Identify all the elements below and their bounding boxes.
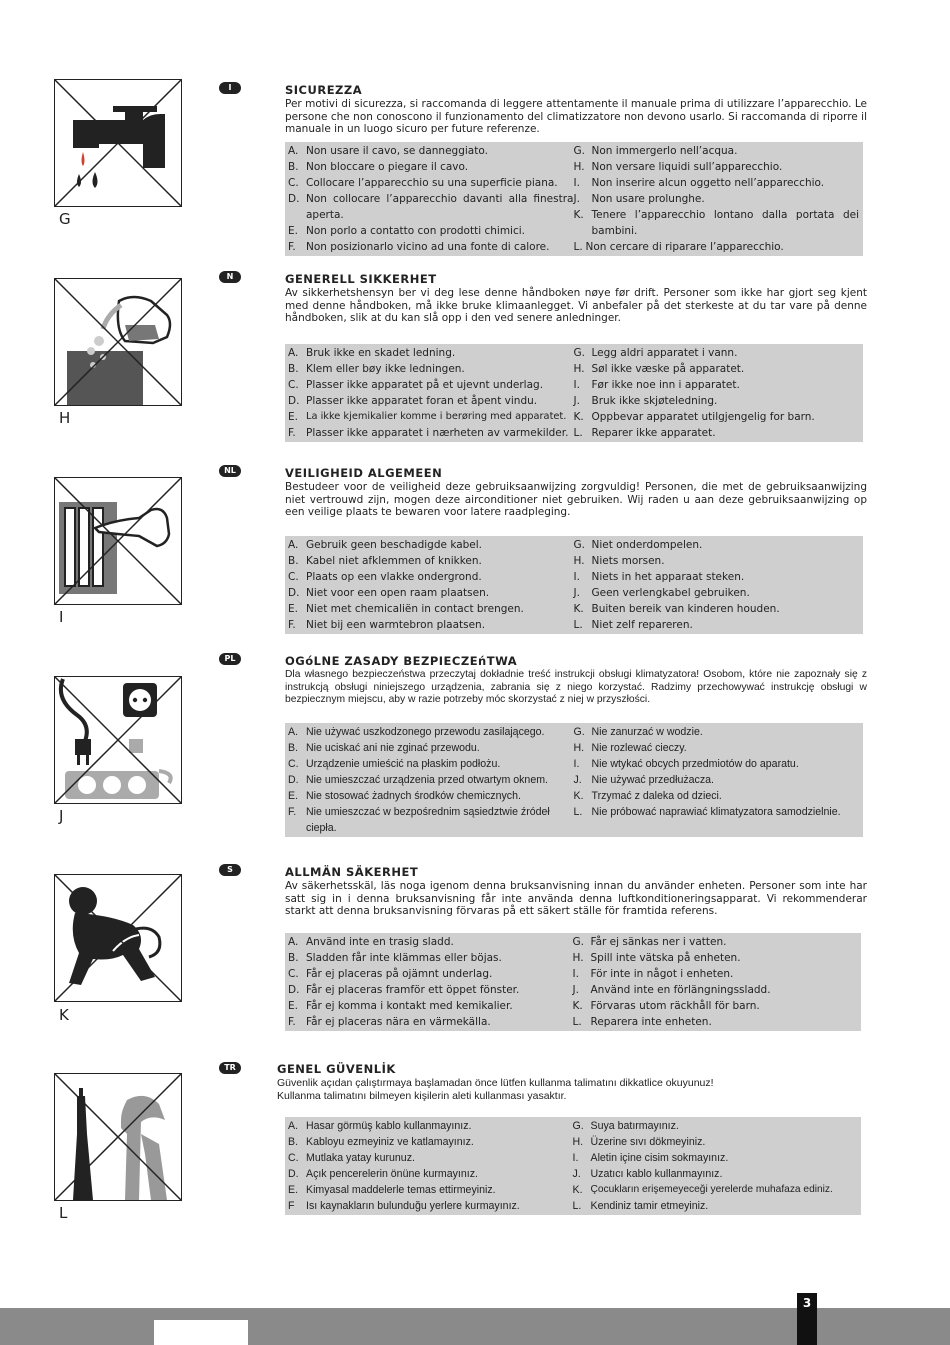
list-item: A. Hasar görmüş kablo kullanmayınız. [288, 1120, 472, 1132]
list-item: L. Kendiniz tamir etmeyiniz. [572, 1200, 709, 1212]
section-intro: Av sikkerhetshensyn ber vi deg lese denne håndboken nøye før drift. Personer som ikke har gjort seg kjent med denne håndboken, må ikke bruke klimaanlegget. Vi anbefaler på det sterkeste at du tar vare på denne håndboken, slik at du kan slå opp i den ved senere anledninger. [285, 287, 867, 324]
section-intro: Av säkerhetsskäl, läs noga igenom denna bruksanvisning innan du använder enheten. Personer som inte har satt sig in i denna bruksanvisning får inte använda denna luftkonditioneringsapparat. Vi rekommenderar starkt att denna bruksanvisning förvaras på ett säkert ställe för framtida referens. [285, 880, 867, 917]
list-item: G. Niet onderdompelen. [573, 539, 703, 551]
list-item: K. Tenere l’apparecchio lontano dalla portata dei bambini. [573, 209, 859, 237]
section-italian [285, 83, 867, 136]
rules-box [285, 723, 863, 837]
list-item: F Isı kaynakların bulunduğu yerlere kurmayınız. [288, 1200, 520, 1212]
list-item: H. Søl ikke væske på apparatet. [573, 363, 745, 375]
list-item: C. Urządzenie umieścić na płaskim podłożu. [288, 758, 501, 770]
rules-right-column [574, 537, 860, 633]
section-intro: Güvenlik açıdan çalıştırmaya başlamadan önce lütfen kullanma talimatını dikkatlice okuyunuz! Kullanma talimatını bilmeyen kişilerin aleti kullanması yasaktır. [277, 1077, 714, 1102]
list-item: I. Aletin içine cisim sokmayınız. [572, 1152, 729, 1164]
rules-left-column [288, 345, 574, 441]
icon-box-i [54, 477, 182, 605]
list-item: J. Använd inte en förlängningssladd. [572, 984, 771, 996]
page-number: 3 [797, 1293, 817, 1345]
list-item: B. Kabel niet afklemmen of knikken. [288, 555, 482, 567]
rules-box [285, 933, 861, 1031]
extension-cord-icon [55, 677, 181, 803]
rules-box [285, 142, 863, 256]
section-turkish [277, 1062, 859, 1102]
figure-letter: H [59, 409, 71, 427]
list-item: B. Klem eller bøy ikke ledningen. [288, 363, 465, 375]
icon-box-j [54, 676, 182, 804]
rules-right-column [574, 345, 860, 441]
section-polish [285, 654, 867, 707]
list-item: F. Plasser ikke apparatet i nærheten av varmekilder. [288, 427, 569, 439]
list-item: F. Niet bij een warmtebron plaatsen. [288, 619, 486, 631]
list-item: J. Non usare prolunghe. [573, 193, 705, 205]
section-swedish [285, 865, 867, 918]
list-item: L. Non cercare di riparare l’apparecchio. [573, 241, 784, 253]
list-item: F. Får ej placeras nära en värmekälla. [288, 1016, 491, 1028]
icon-box-g [54, 79, 182, 207]
section-title: VEILIGHEID ALGEMEEN [285, 466, 443, 480]
rules-right-column [573, 1118, 858, 1214]
rules-right-column [574, 143, 860, 255]
language-badge: N [219, 271, 241, 283]
list-item: G. Legg aldri apparatet i vann. [573, 347, 738, 359]
list-item: F. Non posizionarlo vicino ad una fonte di calore. [288, 241, 550, 253]
list-item: B. Non bloccare o piegare il cavo. [288, 161, 469, 173]
list-item: C. Collocare l’apparecchio su una superficie piana. [288, 177, 558, 189]
language-badge: NL [219, 465, 241, 477]
footer-label-box [154, 1320, 248, 1345]
language-badge: I [219, 82, 241, 94]
rules-box [285, 344, 863, 442]
repair-tools-icon [55, 1074, 181, 1200]
list-item: A. Non usare il cavo, se danneggiato. [288, 145, 488, 157]
figure-letter: L [59, 1204, 68, 1222]
list-item: G. Får ej sänkas ner i vatten. [572, 936, 727, 948]
figure-letter: K [59, 1006, 69, 1024]
figure-letter: I [59, 608, 64, 626]
list-item: I. Før ikke noe inn i apparatet. [573, 379, 740, 391]
list-item: D. Niet voor een open raam plaatsen. [288, 587, 490, 599]
list-item: H. Nie rozlewać cieczy. [573, 742, 687, 754]
language-badge: PL [219, 653, 241, 665]
list-item: F. Nie umieszczać w bezpośrednim sąsiedztwie źródeł ciepła. [288, 806, 550, 834]
list-item: K. Oppbevar apparatet utilgjengelig for barn. [573, 411, 815, 423]
list-item: I. För inte in något i enheten. [572, 968, 734, 980]
rules-left-column [288, 934, 573, 1030]
list-item: D. Får ej placeras framför ett öppet fönster. [288, 984, 520, 996]
list-item: G. Non immergerlo nell’acqua. [573, 145, 738, 157]
list-item: L. Niet zelf repareren. [573, 619, 693, 631]
section-title: GENERELL SIKKERHET [285, 272, 437, 286]
section-title: GENEL GÜVENLİK [277, 1062, 396, 1076]
rules-left-column [288, 537, 574, 633]
icon-box-k [54, 874, 182, 1002]
list-item: A. Bruk ikke en skadet ledning. [288, 347, 456, 359]
list-item: D. Nie umieszczać urządzenia przed otwartym oknem. [288, 774, 548, 786]
list-item: K. Förvaras utom räckhåll för barn. [572, 1000, 760, 1012]
list-item: G. Suya batırmayınız. [572, 1120, 679, 1132]
list-item: J. Geen verlengkabel gebruiken. [573, 587, 750, 599]
rules-box [285, 1117, 861, 1215]
list-item: A. Använd inte en trasig sladd. [288, 936, 454, 948]
list-item: L. Nie próbować naprawiać klimatyzatora samodzielnie. [573, 806, 841, 818]
list-item: H. Niets morsen. [573, 555, 665, 567]
list-item: L. Reparer ikke apparatet. [573, 427, 716, 439]
language-badge: S [219, 864, 241, 876]
list-item: A. Gebruik geen beschadigde kabel. [288, 539, 483, 551]
language-badge: TR [219, 1062, 241, 1074]
list-item: G. Nie zanurzać w wodzie. [573, 726, 703, 738]
rules-left-column [288, 143, 574, 255]
list-item: B. Nie uciskać ani nie zginać przewodu. [288, 742, 480, 754]
list-item: C. Får ej placeras på ojämnt underlag. [288, 968, 493, 980]
rules-right-column [574, 724, 860, 836]
section-title: ALLMÄN SÄKERHET [285, 865, 419, 879]
list-item: C. Mutlaka yatay kurunuz. [288, 1152, 415, 1164]
list-item: I. Niets in het apparaat steken. [573, 571, 745, 583]
list-item: D. Plasser ikke apparatet foran et åpent vindu. [288, 395, 538, 407]
list-item: E. Får ej komma i kontakt med kemikalier. [288, 1000, 513, 1012]
crawling-child-icon [55, 875, 181, 1001]
hand-touching-grille-icon [55, 478, 181, 604]
list-item: J. Bruk ikke skjøteledning. [573, 395, 718, 407]
figure-letter: J [59, 807, 64, 825]
section-norwegian [285, 272, 867, 325]
section-dutch [285, 466, 867, 519]
section-title: SICUREZZA [285, 83, 363, 97]
list-item: E. Nie stosować żadnych środków chemicznych. [288, 790, 521, 802]
list-item: L. Reparera inte enheten. [572, 1016, 712, 1028]
list-item: D. Açık pencerelerin önüne kurmayınız. [288, 1168, 478, 1180]
rules-box [285, 536, 863, 634]
pouring-jug-icon [55, 279, 181, 405]
section-intro: Per motivi di sicurezza, si raccomanda di leggere attentamente il manuale prima di utilizzare l’apparecchio. Le persone che non conoscono il funzionamento del climatizzatore non devono usarlo. Si raccomanda di riporre il manuale in un luogo sicuro per future referenze. [285, 98, 867, 135]
list-item: E. Non porlo a contatto con prodotti chimici. [288, 225, 525, 237]
list-item: J. Nie używać przedłużacza. [573, 774, 714, 786]
list-item: H. Spill inte vätska på enheten. [572, 952, 741, 964]
rules-left-column [288, 724, 574, 836]
list-item: E. Kimyasal maddelerle temas ettirmeyiniz. [288, 1184, 496, 1196]
list-item: K. Trzymać z daleka od dzieci. [573, 790, 722, 802]
list-item: B. Kabloyu ezmeyiniz ve katlamayınız. [288, 1136, 474, 1148]
section-intro: Dla własnego bezpieczeństwa przeczytaj dokładnie treść instrukcji obsługi klimatyzatora! Osobom, które nie zapoznały się z instrukcją obsługi niniejszego urządzenia, zabrania się z niego korzystać. Radzimy przechowywać instrukcję obsługi w bezpiecznym miejscu, aby w razie potrzeby móc skorzystać z niej w przyszłości. [285, 669, 867, 705]
list-item: J. Uzatıcı kablo kullanmayınız. [572, 1168, 723, 1180]
icon-box-h [54, 278, 182, 406]
list-item: I. Non inserire alcun oggetto nell’apparecchio. [573, 177, 825, 189]
list-item: D. Non collocare l’apparecchio davanti alla finestra aperta. [288, 193, 574, 221]
section-title: OGóLNE ZASADY BEZPIECZEńTWA [285, 654, 518, 668]
list-item: B. Sladden får inte klämmas eller böjas. [288, 952, 502, 964]
list-item: E. La ikke kjemikalier komme i berøring med apparatet. [288, 411, 567, 423]
figure-letter: G [59, 210, 71, 228]
list-item: I. Nie wtykać obcych przedmiotów do aparatu. [573, 758, 799, 770]
list-item: C. Plaats op een vlakke ondergrond. [288, 571, 482, 583]
list-item: K. Buiten bereik van kinderen houden. [573, 603, 780, 615]
rules-left-column [288, 1118, 573, 1214]
list-item: K. Çocukların erişemeyeceği yerelerde muhafaza ediniz. [572, 1184, 833, 1196]
list-item: H. Non versare liquidi sull’apparecchio. [573, 161, 783, 173]
faucet-icon [55, 80, 181, 206]
section-intro: Bestudeer voor de veiligheid deze gebruiksaanwijzing zorgvuldig! Personen, die met de gebruiksaanwijzing niet vertrouwd zijn, mogen deze airconditioner niet gebruiken. Wij raden u aan deze gebruiksaanwijzing op een veilige plaats te bewaren voor latere raadpleging. [285, 481, 867, 518]
icon-box-l [54, 1073, 182, 1201]
rules-right-column [573, 934, 858, 1030]
list-item: A. Nie używać uszkodzonego przewodu zasilającego. [288, 726, 545, 738]
list-item: H. Üzerine sıvı dökmeyiniz. [572, 1136, 706, 1148]
list-item: E. Niet met chemicaliën in contact brengen. [288, 603, 524, 615]
list-item: C. Plasser ikke apparatet på et ujevnt underlag. [288, 379, 544, 391]
